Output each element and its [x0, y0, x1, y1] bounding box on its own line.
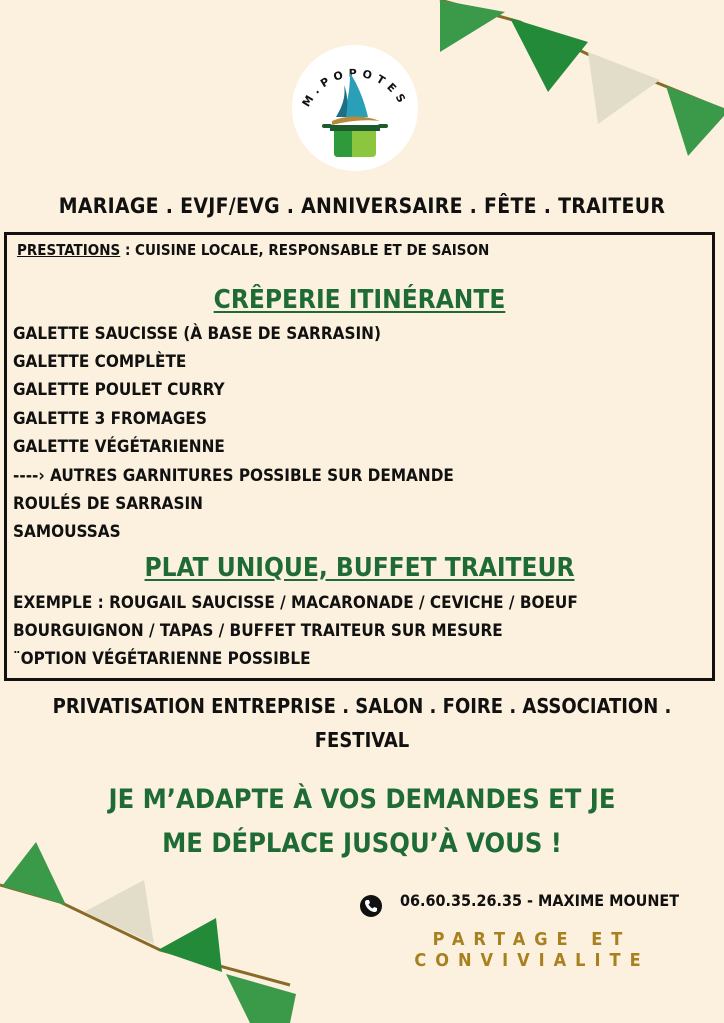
- events-line-1: PRIVATISATION ENTREPRISE . SALON . FOIRE . ASSOCIATION .: [52, 694, 672, 718]
- creperie-item: GALETTE 3 FROMAGES: [13, 409, 207, 429]
- plat-line: EXEMPLE : ROUGAIL SAUCISSE / MACARONADE / CEVICHE / BOEUF: [13, 593, 578, 613]
- prestations-text: : CUISINE LOCALE, RESPONSABLE ET DE SAISON: [120, 241, 490, 259]
- creperie-item: SAMOUSSAS: [13, 522, 121, 542]
- prestations-label: PRESTATIONS: [17, 241, 121, 259]
- tagline-line-1: JE M’ADAPTE À VOS DEMANDES ET JE: [108, 784, 616, 815]
- creperie-item: GALETTE VÉGÉTARIENNE: [13, 437, 225, 457]
- brand-logo: [292, 45, 418, 171]
- plat-title: PLAT UNIQUE, BUFFET TRAITEUR: [144, 553, 575, 583]
- services-line: MARIAGE . EVJF/EVG . ANNIVERSAIRE . FÊTE . TRAITEUR: [58, 194, 666, 218]
- motto-line-1: PARTAGE ET: [432, 929, 632, 950]
- creperie-title: CRÊPERIE ITINÉRANTE: [213, 285, 506, 315]
- motto: [402, 929, 662, 971]
- menu-box: [4, 232, 715, 681]
- motto-line-2: CONVIVIALITE: [414, 950, 650, 971]
- plat-line: ¨OPTION VÉGÉTARIENNE POSSIBLE: [13, 649, 311, 669]
- events-list: [0, 689, 724, 757]
- creperie-item: GALETTE POULET CURRY: [13, 380, 225, 400]
- tagline: [0, 778, 724, 866]
- brand-name: M.POPOTES: [299, 66, 411, 110]
- creperie-item: GALETTE COMPLÈTE: [13, 352, 187, 372]
- creperie-item: GALETTE SAUCISSE (À BASE DE SARRASIN): [13, 324, 381, 344]
- prestations-line: [17, 241, 489, 259]
- creperie-item: ROULÉS DE SARRASIN: [13, 494, 203, 514]
- plat-line: BOURGUIGNON / TAPAS / BUFFET TRAITEUR SUR MESURE: [13, 621, 503, 641]
- creperie-item: ----› AUTRES GARNITURES POSSIBLE SUR DEMANDE: [13, 466, 454, 486]
- tagline-line-2: ME DÉPLACE JUSQU’À VOUS !: [162, 828, 562, 859]
- phone-icon: [360, 895, 382, 917]
- events-line-2: FESTIVAL: [314, 728, 410, 752]
- contact-line: 06.60.35.26.35 - MAXIME MOUNET: [400, 891, 680, 910]
